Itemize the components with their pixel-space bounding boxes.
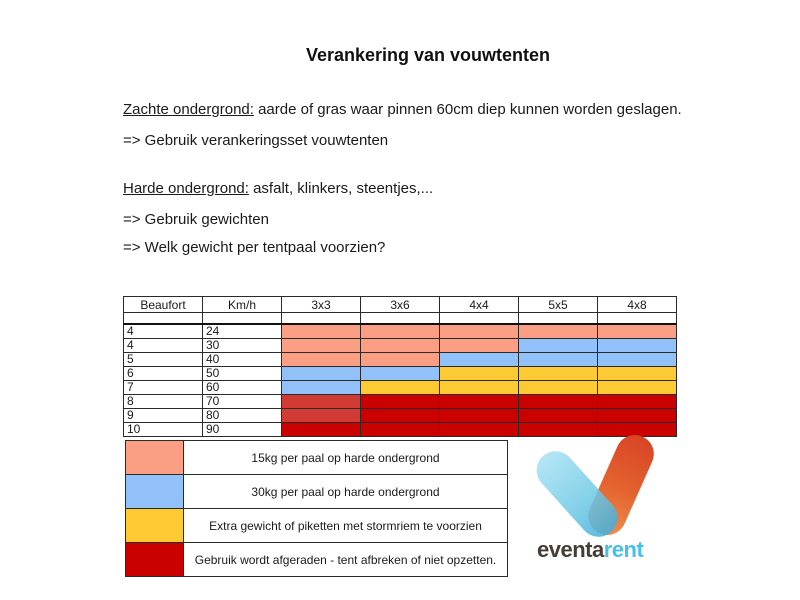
wind-cell (598, 353, 677, 367)
wind-cell (440, 367, 519, 381)
spacer-cell (519, 313, 598, 325)
kmh-value: 40 (203, 353, 282, 367)
wind-cell (440, 423, 519, 437)
col-header-5x5: 5x5 (519, 297, 598, 313)
col-header-3x3: 3x3 (282, 297, 361, 313)
beaufort-value: 7 (124, 381, 203, 395)
kmh-value: 90 (203, 423, 282, 437)
wind-cell (282, 381, 361, 395)
page-title: Verankering van vouwtenten (305, 45, 551, 65)
legend-text: 15kg per paal op harde ondergrond (184, 441, 508, 475)
logo-word-rent: rent (603, 537, 644, 562)
beaufort-value: 6 (124, 367, 203, 381)
spacer-cell (361, 313, 440, 325)
wind-row (124, 381, 677, 395)
wind-cell (282, 367, 361, 381)
spacer-cell (598, 313, 677, 325)
wind-cell (519, 395, 598, 409)
legend-swatch (126, 543, 184, 577)
col-header-kmh: Km/h (203, 297, 282, 313)
kmh-value: 50 (203, 367, 282, 381)
beaufort-value: 8 (124, 395, 203, 409)
logo-word-eventa: eventa (537, 537, 604, 562)
legend-text: 30kg per paal op harde ondergrond (184, 475, 508, 509)
wind-cell (598, 381, 677, 395)
beaufort-value: 5 (124, 353, 203, 367)
wind-cell (598, 324, 677, 339)
wind-cell (282, 339, 361, 353)
wind-cell (519, 339, 598, 353)
wind-row (124, 367, 677, 381)
beaufort-value: 4 (124, 324, 203, 339)
legend-table (125, 440, 508, 577)
wind-cell (598, 339, 677, 353)
legend-row (126, 441, 508, 475)
wind-cell (519, 324, 598, 339)
logo-wordmark (537, 537, 643, 563)
soft-ground-description: aarde of gras waar pinnen 60cm diep kunnen worden geslagen. (253, 101, 682, 118)
legend-row (126, 543, 508, 577)
wind-cell (361, 381, 440, 395)
wind-row (124, 324, 677, 339)
hard-ground-description: asfalt, klinkers, steentjes,... (248, 180, 434, 197)
kmh-value: 80 (203, 409, 282, 423)
wind-row (124, 423, 677, 437)
soft-ground-bullet: => Gebruik verankeringsset vouwtenten (123, 132, 389, 149)
wind-cell (282, 353, 361, 367)
kmh-value: 30 (203, 339, 282, 353)
wind-load-table (123, 296, 677, 437)
hard-ground-line (123, 180, 433, 197)
legend-text: Extra gewicht of piketten met stormriem te voorzien (184, 509, 508, 543)
wind-cell (440, 395, 519, 409)
soft-ground-line (123, 101, 682, 118)
wind-cell (440, 339, 519, 353)
wind-cell (598, 395, 677, 409)
legend-row (126, 509, 508, 543)
wind-cell (598, 367, 677, 381)
legend-text: Gebruik wordt afgeraden - tent afbreken of niet opzetten. (184, 543, 508, 577)
wind-row (124, 395, 677, 409)
wind-cell (440, 381, 519, 395)
beaufort-value: 10 (124, 423, 203, 437)
legend-row (126, 475, 508, 509)
wind-cell (282, 395, 361, 409)
wind-cell (598, 409, 677, 423)
col-header-4x8: 4x8 (598, 297, 677, 313)
wind-cell (440, 324, 519, 339)
spacer-row (124, 313, 677, 325)
col-header-3x6: 3x6 (361, 297, 440, 313)
wind-cell (519, 367, 598, 381)
kmh-value: 24 (203, 324, 282, 339)
spacer-cell (282, 313, 361, 325)
wind-cell (519, 353, 598, 367)
spacer-cell (124, 313, 203, 325)
wind-cell (440, 409, 519, 423)
spacer-cell (440, 313, 519, 325)
wind-cell (440, 353, 519, 367)
legend-swatch (126, 475, 184, 509)
wind-cell (519, 409, 598, 423)
wind-cell (361, 353, 440, 367)
legend-swatch (126, 441, 184, 475)
hard-ground-bullet-2: => Welk gewicht per tentpaal voorzien? (123, 239, 386, 256)
wind-cell (361, 324, 440, 339)
wind-cell (361, 409, 440, 423)
spacer-cell (203, 313, 282, 325)
beaufort-value: 4 (124, 339, 203, 353)
wind-cell (361, 339, 440, 353)
beaufort-value: 9 (124, 409, 203, 423)
wind-cell (519, 381, 598, 395)
wind-row (124, 339, 677, 353)
kmh-value: 60 (203, 381, 282, 395)
wind-row (124, 353, 677, 367)
kmh-value: 70 (203, 395, 282, 409)
wind-header-row (124, 297, 677, 313)
hard-ground-bullet-1: => Gebruik gewichten (123, 211, 269, 228)
wind-cell (282, 423, 361, 437)
wind-cell (361, 395, 440, 409)
wind-cell (519, 423, 598, 437)
hard-ground-label: Harde ondergrond: (123, 180, 249, 197)
wind-cell (282, 409, 361, 423)
wind-cell (361, 367, 440, 381)
col-header-beaufort: Beaufort (124, 297, 203, 313)
soft-ground-label: Zachte ondergrond: (123, 101, 254, 118)
wind-cell (282, 324, 361, 339)
col-header-4x4: 4x4 (440, 297, 519, 313)
wind-cell (361, 423, 440, 437)
legend-swatch (126, 509, 184, 543)
wind-row (124, 409, 677, 423)
